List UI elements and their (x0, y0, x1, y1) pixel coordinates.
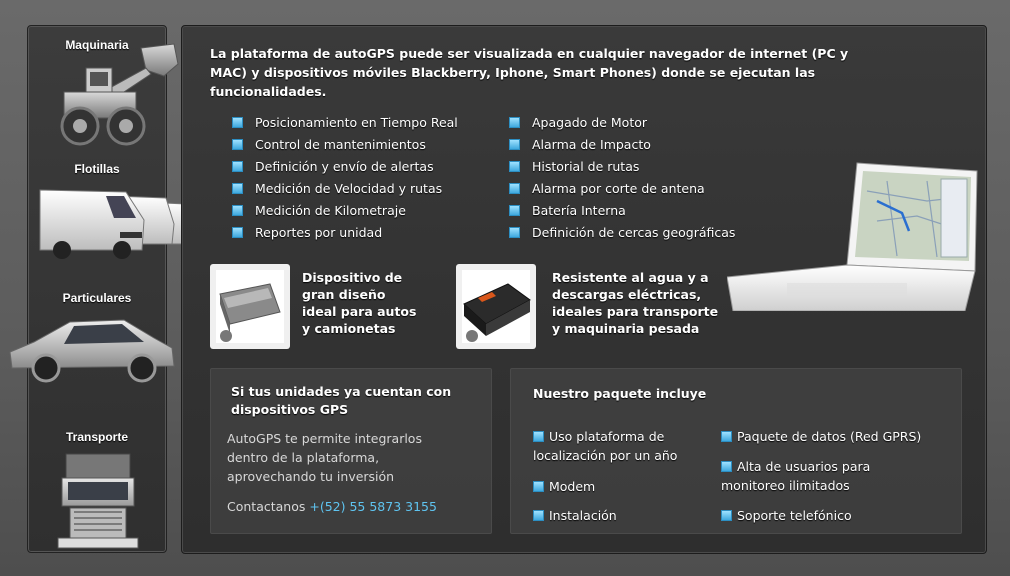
square-bullet-icon (533, 481, 544, 492)
category-label: Flotillas (74, 162, 120, 176)
category-transporte[interactable] (28, 430, 166, 444)
square-bullet-icon (232, 227, 243, 238)
category-label: Particulares (62, 291, 132, 305)
truck-icon[interactable] (52, 452, 144, 552)
van-icon[interactable] (36, 184, 196, 262)
device1-description: Dispositivo de gran diseño ideal para autos y camionetas (302, 270, 417, 336)
square-bullet-icon (232, 139, 243, 150)
car-icon[interactable] (4, 312, 180, 384)
package-box (510, 368, 962, 534)
list-item: Alta de usuarios para monitoreo ilimitados (721, 459, 871, 493)
list-item: Alarma de Impacto (509, 134, 735, 156)
square-bullet-icon (232, 205, 243, 216)
intro-text: La plataforma de autoGPS puede ser visualizada en cualquier navegador de internet (PC y MAC) y dispositivos móviles Blackberry, Iphone, Smart Phones) donde se ejecutan las funcionalidades. (210, 46, 849, 99)
list-item: Posicionamiento en Tiempo Real (232, 112, 458, 134)
square-bullet-icon (509, 161, 520, 172)
list-item: Reportes por unidad (232, 222, 458, 244)
list-item: Apagado de Motor (509, 112, 735, 134)
category-label: Maquinaria (65, 38, 129, 52)
rugged-device-icon (456, 264, 536, 349)
square-bullet-icon (721, 431, 732, 442)
list-item: Instalación (533, 506, 617, 525)
square-bullet-icon (533, 510, 544, 521)
square-bullet-icon (721, 510, 732, 521)
square-bullet-icon (509, 117, 520, 128)
existing-gps-box (210, 368, 492, 534)
list-item: Historial de rutas (509, 156, 735, 178)
square-bullet-icon (721, 461, 732, 472)
device2-description: Resistente al agua y a descargas eléctricas, ideales para transporte y maquinaria pesada (552, 270, 719, 336)
vehicle-category-sidebar (27, 25, 167, 553)
phone-link[interactable]: +(52) 55 5873 3155 (309, 499, 437, 514)
list-item: Medición de Velocidad y rutas (232, 178, 458, 200)
existing-gps-title: Si tus unidades ya cuentan con dispositivos GPS (231, 384, 452, 417)
list-item: Batería Interna (509, 200, 735, 222)
contact-line: Contactanos +(52) 55 5873 3155 (227, 499, 437, 514)
square-bullet-icon (509, 205, 520, 216)
list-item: Definición de cercas geográficas (509, 222, 735, 244)
list-item: Paquete de datos (Red GPRS) (721, 427, 921, 446)
list-item: Soporte telefónico (721, 506, 852, 525)
category-particulares[interactable] (28, 291, 166, 305)
list-item: Alarma por corte de antena (509, 178, 735, 200)
features-list-right (509, 112, 735, 244)
list-item: Definición y envío de alertas (232, 156, 458, 178)
square-bullet-icon (509, 139, 520, 150)
square-bullet-icon (232, 161, 243, 172)
square-bullet-icon (509, 227, 520, 238)
list-item: Uso plataforma de localización por un año (533, 429, 678, 463)
gps-device-icon (210, 264, 290, 349)
excavator-icon[interactable] (46, 40, 181, 150)
list-item: Control de mantenimientos (232, 134, 458, 156)
list-item: Modem (533, 477, 595, 496)
features-list-left (232, 112, 458, 244)
category-flotillas[interactable] (28, 162, 166, 176)
square-bullet-icon (509, 183, 520, 194)
category-label: Transporte (65, 430, 128, 444)
square-bullet-icon (533, 431, 544, 442)
square-bullet-icon (232, 117, 243, 128)
existing-gps-body: AutoGPS te permite integrarlos dentro de la plataforma, aprovechando tu inversión (227, 431, 422, 484)
square-bullet-icon (232, 183, 243, 194)
laptop-map-icon (727, 161, 982, 311)
package-title: Nuestro paquete incluye (533, 386, 707, 401)
list-item: Medición de Kilometraje (232, 200, 458, 222)
main-content-panel (181, 25, 987, 554)
